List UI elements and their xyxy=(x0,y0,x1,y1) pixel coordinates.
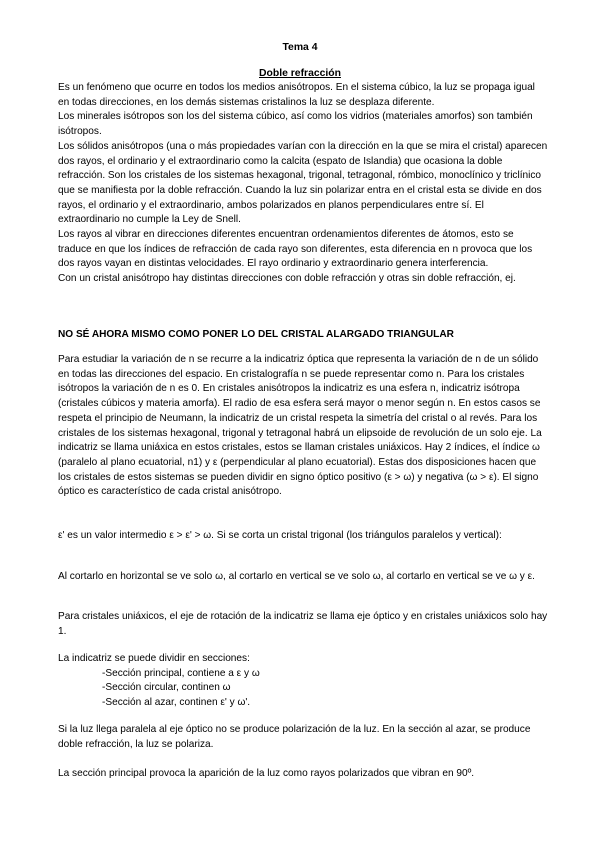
paragraph-final: La sección principal provoca la aparición de la luz como rayos polarizados que vibran en 90º. xyxy=(58,768,475,779)
bold-heading: NO SÉ AHORA MISMO COMO PONER LO DEL CRISTAL ALARGADO TRIANGULAR xyxy=(58,329,454,340)
paragraph-uniaxicos: Para cristales uniáxicos, el eje de rotación de la indicatriz se llama eje óptico y en cristales uniáxicos solo hay 1. xyxy=(58,611,548,637)
intro-block xyxy=(58,81,548,287)
document-tema-title: Tema 4 xyxy=(282,42,318,53)
section-title: Doble refracción xyxy=(259,68,341,79)
seccion-item: -Sección circular, continen ω xyxy=(102,682,231,694)
intro-paragraph: Los minerales isótropos son los del sistema cúbico, así como los vidrios (materiales amorfos) son también isótropos. xyxy=(58,111,533,138)
secciones-block xyxy=(58,652,548,711)
paragraph-indicatriz: Para estudiar la variación de n se recurre a la indicatriz óptica que representa la variación de n de un sólido en todas las direcciones del espacio. En cristalografía n se puede representar como n. Para los cristales isótropos la variación de n es 0. En cristales anisótropos la indicatriz es una esfera n, indicatriz isótropa (cristales cúbicos y materia amorfa). El radio de esa esfera será mayor o menor según n. En estos casos se respeta el principio de Neumann, la indicatriz de un cristal respeta la simetría del cristal o al revés. Para los cristales de los sistemas hexagonal, trigonal y tetragonal habrá un elipsoide de revolución de un solo eje. La indicatriz se llama uniáxica en estos cristales, estos se llaman cristales uniáxicos. Hay 2 índices, el índice ω (paralelo al plano ecuatorial, n1) y ε (perpendicular al plano ecuatorial). Estas dos disposiciones hacen que los cristales de estos sistemas se pueden dividir en signo óptico positivo (ε > ω) y negativa (ω > ε). El signo óptico es característico de cada cristal anisótropo. xyxy=(58,354,542,498)
paragraph-valor: ε' es un valor intermedio ε > ε' > ω. Si se corta un cristal trigonal (los triángulos paralelos y vertical): xyxy=(58,530,502,541)
intro-paragraph: Es un fenómeno que ocurre en todos los medios anisótropos. En el sistema cúbico, la luz se propaga igual en todas direcciones, en los demás sistemas cristalinos la luz se desplaza diferente. xyxy=(58,82,535,108)
paragraph-luz: Si la luz llega paralela al eje óptico no se produce polarización de la luz. En la sección al azar, se produce doble refracción, la luz se polariza. xyxy=(58,724,531,750)
seccion-item: -Sección principal, contiene a ε y ω xyxy=(102,667,260,679)
paragraph-cortar: Al cortarlo en horizontal se ve solo ω, al cortarlo en vertical se ve solo ω, al cortarlo en vertical se ve ω y ε. xyxy=(58,571,535,582)
seccion-item: -Sección al azar, continen ε' y ω'. xyxy=(102,697,251,709)
intro-paragraph: Los sólidos anisótropos (una o más propiedades varían con la dirección en la que se mira el cristal) aparecen dos rayos, el ordinario y el extraordinario como la calcita (espato de Islandia) que ocasiona la doble refracción. Son los cristales de los sistemas hexagonal, trigonal, tetragonal, rómbico, monoclínico y triclínico que se manifiesta por la doble refracción. Cuando la luz sin polarizar entra en el cristal esta se divide en dos rayos, el ordinario y el extraordinario, ambos polarizados en planos perpendiculares entre sí. El extraordinario no cumple la Ley de Snell. xyxy=(58,140,548,226)
intro-paragraph: Los rayos al vibrar en direcciones diferentes encuentran ordenamientos diferentes de átomos, esto se traduce en que los índices de refracción de cada rayo son diferentes, esta diferencia en n provoca que los dos rayos vayan en distintas velocidades. El rayo ordinario y extraordinario genera interferencia. xyxy=(58,229,533,270)
intro-paragraph: Con un cristal anisótropo hay distintas direcciones con doble refracción y otras sin doble refracción, ej. xyxy=(58,273,516,285)
secciones-intro: La indicatriz se puede dividir en secciones: xyxy=(58,653,250,664)
